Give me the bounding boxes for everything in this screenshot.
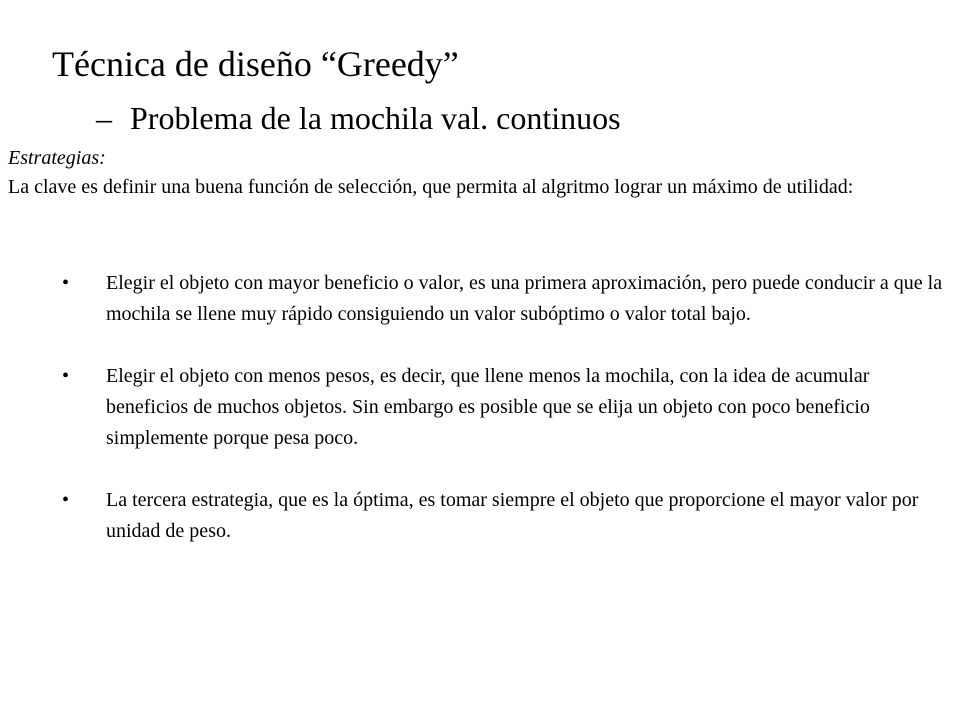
strategy-list	[0, 268, 960, 578]
bullet-icon: •	[62, 365, 70, 387]
intro-paragraph: La clave es definir una buena función de selección, que permita al algritmo lograr un máximo de utilidad:	[8, 176, 854, 198]
bullet-text: Elegir el objeto con mayor beneficio o valor, es una primera aproximación, pero puede conducir a que la mochila se llene muy rápido consiguiendo un valor subóptimo o valor total bajo.	[106, 272, 943, 325]
slide-subtitle	[96, 98, 621, 138]
bullet-text: Elegir el objeto con menos pesos, es decir, que llene menos la mochila, con la idea de acumular beneficios de muchos objetos. Sin embargo es posible que se elija un objeto con poco beneficio simplemente porque pesa poco.	[106, 365, 870, 449]
bullet-icon: •	[62, 489, 70, 511]
bullet-text: La tercera estrategia, que es la óptima, es tomar siempre el objeto que proporcione el mayor valor por unidad de peso.	[106, 489, 919, 542]
list-item	[0, 361, 951, 454]
bullet-icon: •	[62, 272, 70, 294]
list-item	[0, 268, 951, 330]
section-label: Estrategias:	[8, 147, 106, 169]
list-item	[0, 485, 951, 547]
slide-title: Técnica de diseño “Greedy”	[52, 44, 459, 84]
subtitle-dash: –	[96, 100, 112, 136]
subtitle-text: Problema de la mochila val. continuos	[130, 100, 621, 136]
